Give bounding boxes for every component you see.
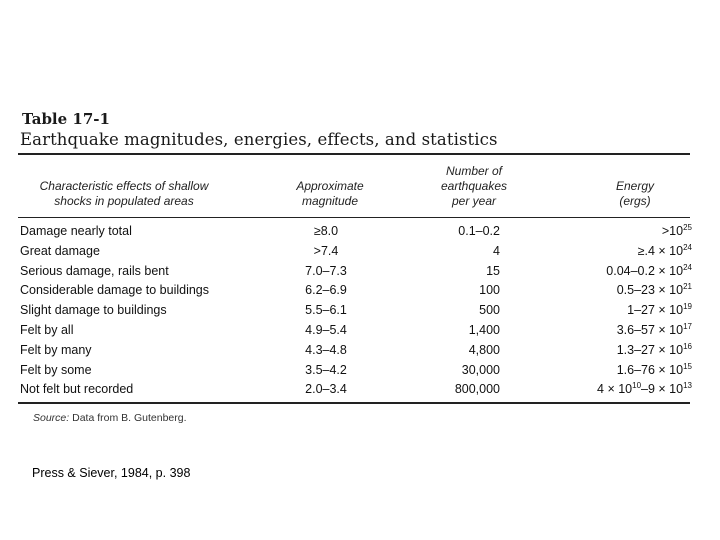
table-row <box>0 341 720 361</box>
energy-base: 1–27 × 10 <box>627 303 684 318</box>
header-count-line-3: per year <box>451 194 497 208</box>
cell-energy <box>540 242 692 262</box>
table-caption: Earthquake magnitudes, energies, effects, and statistics <box>20 130 498 149</box>
energy-base: 4 × 10 <box>597 382 633 397</box>
cell-magnitude: ≥8.0 <box>313 224 339 238</box>
header-count-line-2: earthquakes <box>440 179 508 193</box>
energy-mid: –9 × 10 <box>641 382 684 397</box>
energy-exponent: 15 <box>683 361 692 371</box>
cell-magnitude: 5.5–6.1 <box>305 303 347 318</box>
energy-exponent: 24 <box>683 262 692 272</box>
energy-base: >10 <box>661 224 684 238</box>
cell-energy <box>540 321 692 341</box>
cell-energy <box>540 380 692 400</box>
table-row <box>0 321 720 341</box>
cell-energy <box>540 301 692 321</box>
header-magnitude-line-1: Approximate <box>296 179 364 193</box>
cell-energy <box>540 361 692 381</box>
energy-exponent: 24 <box>683 242 692 252</box>
cell-effect: Considerable damage to buildings <box>20 283 210 298</box>
cell-effect: Not felt but recorded <box>20 382 134 397</box>
energy-exponent: 25 <box>683 223 692 232</box>
energy-base: 1.6–76 × 10 <box>616 362 684 377</box>
table-row <box>0 242 720 262</box>
energy-base: ≥.4 × 10 <box>637 243 684 258</box>
energy-base: 0.5–23 × 10 <box>616 283 684 298</box>
table-row <box>0 281 720 301</box>
table-body <box>0 222 720 400</box>
energy-exponent: 21 <box>683 282 692 292</box>
source-lead: Source: <box>33 412 70 424</box>
header-rule <box>18 217 690 218</box>
cell-effect: Slight damage to buildings <box>20 303 167 318</box>
table-row <box>0 380 720 400</box>
header-energy <box>580 179 690 209</box>
header-energy-line-1: Energy <box>615 179 655 193</box>
cell-effect: Felt by many <box>20 342 92 357</box>
cell-energy <box>540 262 692 282</box>
cell-magnitude: >7.4 <box>313 243 339 258</box>
energy-exponent: 10 <box>632 381 642 391</box>
header-count <box>420 164 528 209</box>
cell-magnitude: 2.0–3.4 <box>305 382 347 397</box>
cell-effect: Felt by all <box>20 322 74 337</box>
header-energy-line-2: (ergs) <box>619 194 651 208</box>
cell-per-year: 0.1–0.2 <box>458 224 500 238</box>
table-number: Table 17-1 <box>22 110 110 128</box>
table-row <box>0 301 720 321</box>
energy-exponent: 17 <box>683 321 692 331</box>
header-magnitude <box>280 179 380 209</box>
table-row <box>0 361 720 381</box>
source-note <box>33 412 187 424</box>
citation-credit: Press & Siever, 1984, p. 398 <box>32 466 191 480</box>
cell-magnitude: 4.3–4.8 <box>305 342 347 357</box>
cell-per-year: 30,000 <box>461 362 500 377</box>
cell-per-year: 100 <box>479 283 500 298</box>
cell-per-year: 4,800 <box>468 342 500 357</box>
cell-per-year: 15 <box>486 263 500 278</box>
cell-effect: Great damage <box>20 243 100 258</box>
cell-per-year: 800,000 <box>454 382 500 397</box>
header-magnitude-line-2: magnitude <box>301 194 359 208</box>
cell-per-year: 1,400 <box>468 322 500 337</box>
bottom-rule <box>18 402 690 404</box>
energy-exponent: 16 <box>683 341 692 351</box>
cell-per-year: 500 <box>479 303 500 318</box>
cell-energy <box>540 222 692 242</box>
cell-effect: Damage nearly total <box>20 224 132 238</box>
header-count-line-1: Number of <box>445 164 503 178</box>
header-effects <box>24 179 224 209</box>
cell-per-year: 4 <box>493 243 500 258</box>
cell-effect: Serious damage, rails bent <box>20 263 169 278</box>
cell-magnitude: 7.0–7.3 <box>305 263 347 278</box>
cell-energy <box>540 281 692 301</box>
header-effects-line-2: shocks in populated areas <box>54 194 194 208</box>
header-effects-line-1: Characteristic effects of shallow <box>39 179 209 193</box>
energy-base: 3.6–57 × 10 <box>616 322 684 337</box>
table-row <box>0 222 720 242</box>
cell-effect: Felt by some <box>20 362 92 377</box>
top-rule <box>18 153 690 155</box>
table-row <box>0 262 720 282</box>
energy-base: 1.3–27 × 10 <box>616 342 684 357</box>
source-text: Data from B. Gutenberg. <box>72 412 187 424</box>
cell-magnitude: 3.5–4.2 <box>305 362 347 377</box>
energy-base: 0.04–0.2 × 10 <box>606 263 684 278</box>
energy-exponent-2: 13 <box>683 381 692 391</box>
energy-exponent: 19 <box>683 302 692 312</box>
cell-energy <box>540 341 692 361</box>
cell-magnitude: 4.9–5.4 <box>305 322 347 337</box>
cell-magnitude: 6.2–6.9 <box>305 283 347 298</box>
